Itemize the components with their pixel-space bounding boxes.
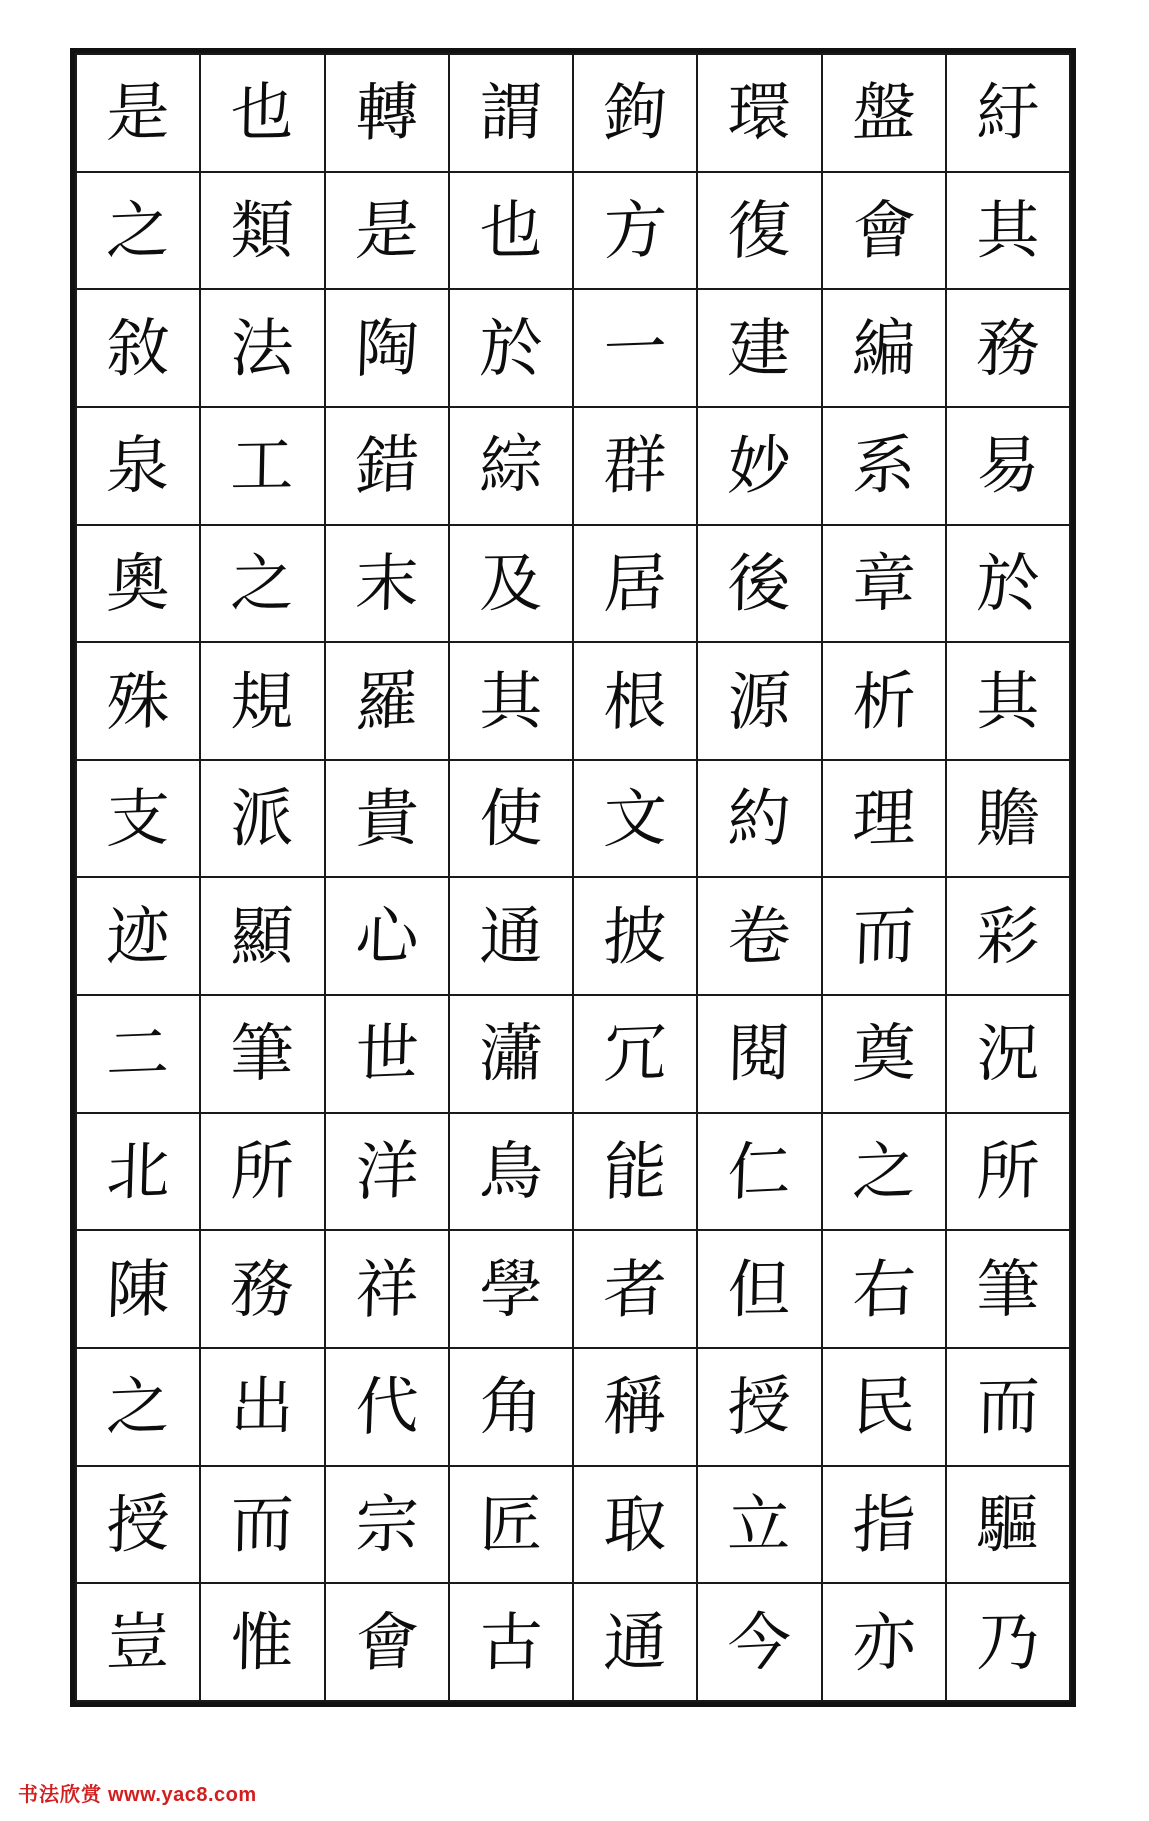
calligraphy-character: 能: [602, 1133, 668, 1210]
calligraphy-character: 謂: [478, 75, 544, 150]
calligraphy-character: 鳥: [478, 1134, 544, 1209]
grid-cell: [573, 172, 697, 290]
grid-cell: [697, 289, 821, 407]
calligraphy-character: 學: [478, 1252, 544, 1327]
grid-cell: [200, 760, 324, 878]
grid-cell: [325, 995, 449, 1113]
calligraphy-character: 指: [850, 1486, 917, 1563]
calligraphy-character: 奧: [105, 545, 171, 622]
grid-cell: [449, 1113, 573, 1231]
grid-cell: [697, 1583, 821, 1701]
grid-cell: [697, 1348, 821, 1466]
calligraphy-character: 仁: [726, 1133, 793, 1210]
calligraphy-character: 是: [353, 192, 420, 269]
grid-row: [76, 995, 1070, 1113]
calligraphy-character: 顯: [230, 899, 295, 974]
calligraphy-character: 之: [105, 1369, 171, 1445]
grid-cell: [573, 995, 697, 1113]
calligraphy-character: 所: [975, 1134, 1041, 1209]
grid-row: [76, 407, 1070, 525]
grid-cell: [200, 642, 324, 760]
calligraphy-character: 奠: [850, 1016, 917, 1092]
calligraphy-character: 根: [602, 663, 668, 739]
grid-cell: [325, 54, 449, 172]
grid-cell: [76, 1113, 200, 1231]
grid-cell: [76, 1230, 200, 1348]
grid-cell: [449, 54, 573, 172]
grid-cell: [573, 54, 697, 172]
calligraphy-character: 惟: [230, 1605, 295, 1680]
calligraphy-character: 類: [230, 193, 295, 268]
grid-cell: [76, 407, 200, 525]
grid-cell: [697, 760, 821, 878]
calligraphy-character: 而: [230, 1487, 295, 1562]
grid-cell: [325, 642, 449, 760]
grid-row: [76, 1583, 1070, 1701]
grid-cell: [697, 54, 821, 172]
grid-cell: [76, 54, 200, 172]
grid-cell: [449, 289, 573, 407]
grid-cell: [822, 1466, 946, 1584]
calligraphy-character: 及: [478, 546, 544, 621]
calligraphy-character: 乃: [975, 1605, 1041, 1680]
grid-cell: [946, 1466, 1070, 1584]
grid-cell: [573, 1348, 697, 1466]
grid-cell: [200, 1583, 324, 1701]
grid-cell: [76, 1583, 200, 1701]
calligraphy-character: 洋: [353, 1133, 420, 1210]
calligraphy-character: 是: [105, 75, 171, 151]
grid-row: [76, 1348, 1070, 1466]
credit-label: 书法欣赏: [18, 1782, 102, 1806]
grid-cell: [325, 1230, 449, 1348]
calligraphy-character: 章: [850, 545, 917, 622]
calligraphy-character: 況: [975, 1017, 1041, 1091]
credit-url: www.yac8.com: [108, 1784, 257, 1806]
grid-cell: [200, 877, 324, 995]
calligraphy-character: 建: [727, 311, 792, 386]
grid-row: [76, 172, 1070, 290]
calligraphy-character: 紆: [975, 75, 1041, 150]
grid-cell: [449, 407, 573, 525]
calligraphy-character: 其: [975, 664, 1041, 738]
grid-cell: [946, 1583, 1070, 1701]
grid-cell: [449, 642, 573, 760]
grid-cell: [449, 1466, 573, 1584]
calligraphy-character: 但: [727, 1252, 792, 1327]
grid-cell: [946, 760, 1070, 878]
calligraphy-grid-table: [75, 53, 1071, 1702]
grid-cell: [573, 877, 697, 995]
calligraphy-character: 規: [230, 664, 295, 738]
calligraphy-character: 匠: [478, 1487, 544, 1562]
calligraphy-character: 編: [850, 310, 917, 386]
grid-cell: [76, 525, 200, 643]
grid-cell: [822, 877, 946, 995]
calligraphy-character: 也: [230, 75, 295, 150]
grid-cell: [822, 760, 946, 878]
calligraphy-character: 今: [726, 1604, 793, 1681]
grid-cell: [76, 289, 200, 407]
calligraphy-character: 妙: [726, 427, 793, 504]
calligraphy-character: 敘: [105, 310, 171, 386]
grid-cell: [697, 407, 821, 525]
calligraphy-character: 方: [602, 192, 668, 269]
grid-cell: [697, 1230, 821, 1348]
grid-cell: [946, 172, 1070, 290]
grid-cell: [200, 1466, 324, 1584]
calligraphy-character: 角: [478, 1369, 544, 1444]
calligraphy-character: 所: [230, 1134, 295, 1209]
grid-cell: [822, 172, 946, 290]
grid-cell: [200, 289, 324, 407]
grid-cell: [200, 995, 324, 1113]
calligraphy-character: 古: [478, 1605, 544, 1680]
calligraphy-character: 貴: [353, 780, 420, 857]
grid-cell: [325, 289, 449, 407]
calligraphy-character: 末: [353, 545, 420, 622]
calligraphy-character: 民: [850, 1369, 917, 1445]
calligraphy-character: 居: [602, 545, 668, 622]
grid-cell: [449, 760, 573, 878]
calligraphy-character: 羅: [353, 663, 420, 740]
calligraphy-character: 一: [602, 310, 668, 386]
grid-cell: [325, 525, 449, 643]
calligraphy-character: 源: [726, 663, 793, 740]
grid-cell: [325, 760, 449, 878]
grid-cell: [325, 1348, 449, 1466]
calligraphy-character: 會: [850, 192, 917, 269]
grid-cell: [200, 1113, 324, 1231]
grid-cell: [573, 1230, 697, 1348]
calligraphy-character: 披: [602, 898, 668, 974]
grid-cell: [697, 1113, 821, 1231]
calligraphy-character: 陶: [353, 310, 420, 386]
calligraphy-character: 務: [230, 1252, 295, 1327]
grid-cell: [325, 1466, 449, 1584]
calligraphy-character: 系: [850, 428, 917, 504]
calligraphy-character: 取: [602, 1486, 668, 1563]
grid-cell: [200, 172, 324, 290]
grid-cell: [946, 995, 1070, 1113]
grid-cell: [449, 1230, 573, 1348]
calligraphy-character: 綜: [478, 428, 544, 503]
calligraphy-character: 祥: [353, 1251, 420, 1327]
calligraphy-character: 而: [975, 1369, 1041, 1444]
grid-cell: [822, 525, 946, 643]
grid-cell: [325, 877, 449, 995]
grid-row: [76, 289, 1070, 407]
calligraphy-character: 之: [230, 546, 295, 621]
grid-cell: [697, 995, 821, 1113]
calligraphy-grid-frame: [70, 48, 1076, 1707]
calligraphy-character: 筆: [230, 1017, 295, 1091]
calligraphy-character: 瀟: [478, 1017, 544, 1091]
calligraphy-character: 法: [230, 311, 295, 386]
grid-cell: [200, 54, 324, 172]
calligraphy-character: 世: [353, 1016, 420, 1092]
grid-cell: [946, 1230, 1070, 1348]
grid-cell: [946, 877, 1070, 995]
grid-cell: [822, 1113, 946, 1231]
grid-row: [76, 1466, 1070, 1584]
grid-cell: [200, 1230, 324, 1348]
grid-cell: [822, 1348, 946, 1466]
calligraphy-character: 約: [727, 781, 792, 856]
calligraphy-character: 支: [105, 780, 171, 857]
grid-cell: [822, 407, 946, 525]
calligraphy-character: 閱: [727, 1017, 792, 1091]
grid-cell: [573, 1113, 697, 1231]
calligraphy-character: 也: [478, 193, 544, 268]
calligraphy-character: 代: [353, 1368, 420, 1445]
grid-cell: [946, 1348, 1070, 1466]
calligraphy-character: 群: [602, 428, 668, 504]
grid-cell: [697, 642, 821, 760]
calligraphy-character: 析: [850, 663, 917, 739]
grid-cell: [76, 642, 200, 760]
calligraphy-character: 卷: [726, 898, 793, 975]
calligraphy-character: 二: [105, 1016, 171, 1092]
calligraphy-character: 授: [726, 1368, 793, 1445]
grid-cell: [325, 407, 449, 525]
grid-cell: [946, 1113, 1070, 1231]
grid-cell: [573, 289, 697, 407]
calligraphy-character: 之: [850, 1133, 917, 1210]
calligraphy-character: 出: [230, 1369, 295, 1444]
calligraphy-character: 使: [478, 781, 544, 856]
calligraphy-character: 迹: [105, 898, 171, 974]
grid-cell: [573, 760, 697, 878]
grid-row: [76, 54, 1070, 172]
calligraphy-character: 而: [850, 898, 917, 974]
grid-cell: [76, 1466, 200, 1584]
grid-cell: [200, 1348, 324, 1466]
calligraphy-character: 贍: [975, 781, 1041, 856]
grid-row: [76, 1113, 1070, 1231]
grid-cell: [76, 877, 200, 995]
grid-row: [76, 525, 1070, 643]
calligraphy-character: 豈: [105, 1604, 171, 1680]
grid-cell: [822, 54, 946, 172]
calligraphy-character: 殊: [105, 663, 171, 739]
calligraphy-character: 環: [727, 75, 792, 150]
grid-cell: [946, 642, 1070, 760]
grid-cell: [76, 760, 200, 878]
grid-cell: [946, 525, 1070, 643]
grid-cell: [449, 995, 573, 1113]
grid-cell: [697, 877, 821, 995]
calligraphy-character: 稱: [602, 1369, 668, 1445]
grid-cell: [946, 54, 1070, 172]
grid-cell: [449, 172, 573, 290]
calligraphy-character: 彩: [975, 899, 1041, 974]
grid-cell: [697, 1466, 821, 1584]
grid-cell: [946, 289, 1070, 407]
grid-cell: [573, 642, 697, 760]
grid-cell: [449, 877, 573, 995]
calligraphy-character: 會: [353, 1604, 420, 1681]
grid-cell: [697, 525, 821, 643]
grid-cell: [449, 1348, 573, 1466]
calligraphy-character: 於: [975, 546, 1041, 621]
grid-cell: [449, 525, 573, 643]
calligraphy-character: 派: [230, 781, 295, 856]
grid-cell: [822, 1230, 946, 1348]
calligraphy-character: 驅: [975, 1487, 1041, 1562]
grid-cell: [573, 525, 697, 643]
calligraphy-character: 授: [105, 1486, 171, 1563]
calligraphy-character: 鉤: [602, 75, 668, 151]
calligraphy-character: 盤: [850, 75, 917, 151]
grid-cell: [822, 642, 946, 760]
calligraphy-character: 通: [478, 899, 544, 974]
calligraphy-character: 泉: [105, 428, 171, 504]
calligraphy-character: 於: [478, 311, 544, 386]
grid-row: [76, 877, 1070, 995]
grid-cell: [573, 1466, 697, 1584]
grid-cell: [200, 525, 324, 643]
grid-cell: [76, 172, 200, 290]
calligraphy-character: 之: [105, 192, 171, 269]
grid-cell: [822, 289, 946, 407]
grid-row: [76, 642, 1070, 760]
calligraphy-character: 錯: [353, 427, 420, 504]
grid-cell: [200, 407, 324, 525]
grid-cell: [822, 1583, 946, 1701]
grid-cell: [573, 1583, 697, 1701]
grid-cell: [325, 172, 449, 290]
grid-cell: [449, 1583, 573, 1701]
grid-cell: [822, 995, 946, 1113]
grid-cell: [76, 1348, 200, 1466]
calligraphy-character: 亦: [850, 1604, 917, 1680]
grid-row: [76, 760, 1070, 878]
calligraphy-character: 工: [230, 428, 295, 503]
calligraphy-character: 陳: [105, 1251, 171, 1327]
calligraphy-character: 理: [850, 780, 917, 857]
calligraphy-character: 冗: [602, 1016, 668, 1092]
grid-row: [76, 1230, 1070, 1348]
calligraphy-character: 其: [478, 664, 544, 738]
calligraphy-character: 心: [353, 898, 420, 975]
calligraphy-character: 右: [850, 1251, 917, 1327]
calligraphy-character: 文: [602, 780, 668, 857]
calligraphy-character: 者: [602, 1251, 668, 1327]
grid-cell: [325, 1113, 449, 1231]
grid-cell: [697, 172, 821, 290]
calligraphy-character: 立: [727, 1487, 792, 1562]
calligraphy-character: 通: [602, 1604, 668, 1680]
calligraphy-character: 復: [726, 192, 793, 269]
calligraphy-character: 北: [105, 1133, 171, 1210]
calligraphy-character: 筆: [975, 1252, 1041, 1327]
watermark-credit: [18, 1782, 257, 1807]
calligraphy-character: 其: [975, 193, 1041, 268]
calligraphy-grid-body: [76, 54, 1070, 1701]
grid-cell: [573, 407, 697, 525]
grid-cell: [76, 995, 200, 1113]
calligraphy-character: 務: [975, 311, 1041, 386]
calligraphy-character: 後: [727, 546, 792, 621]
grid-cell: [325, 1583, 449, 1701]
calligraphy-character: 宗: [353, 1486, 420, 1563]
grid-cell: [946, 407, 1070, 525]
calligraphy-character: 轉: [353, 75, 420, 151]
calligraphy-character: 易: [975, 428, 1041, 503]
